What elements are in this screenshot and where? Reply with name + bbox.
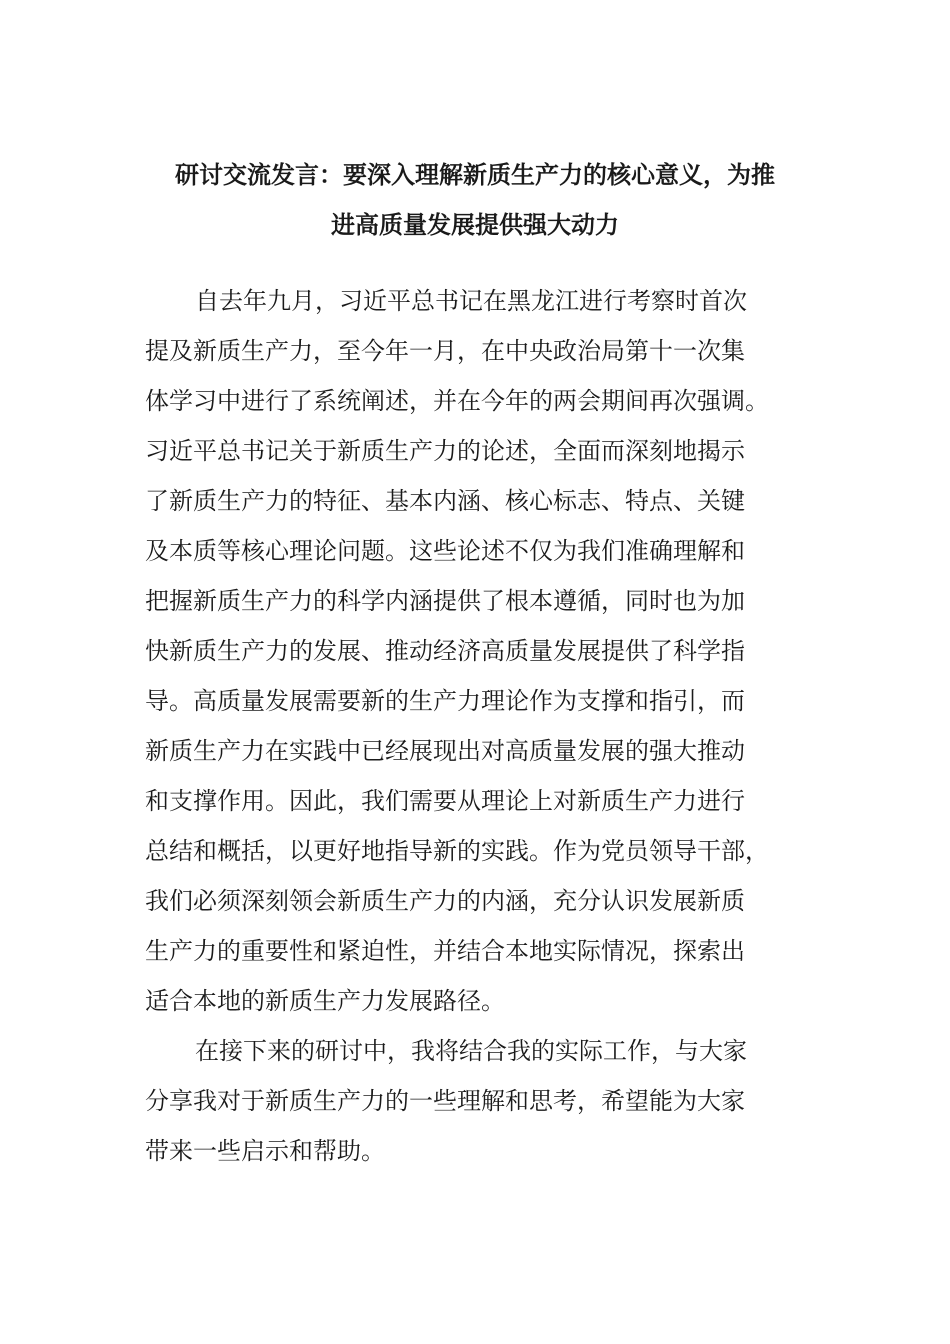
paragraph-line: 提及新质生产力，至今年一月，在中央政治局第十一次集 <box>145 337 745 365</box>
paragraph-line: 把握新质生产力的科学内涵提供了根本遵循，同时也为加 <box>145 587 745 615</box>
paragraph-line: 带来一些启示和帮助。 <box>145 1137 385 1165</box>
paragraph-line: 总结和概括，以更好地指导新的实践。作为党员领导干部， <box>145 837 769 865</box>
paragraph-line: 分享我对于新质生产力的一些理解和思考，希望能为大家 <box>145 1087 745 1115</box>
paragraph-line: 自去年九月，习近平总书记在黑龙江进行考察时首次 <box>195 287 747 315</box>
document-body <box>145 276 805 1176</box>
paragraph-line: 导。高质量发展需要新的生产力理论作为支撑和指引，而 <box>145 687 745 715</box>
paragraph-line: 适合本地的新质生产力发展路径。 <box>145 987 505 1015</box>
paragraph-line: 我们必须深刻领会新质生产力的内涵，充分认识发展新质 <box>145 887 745 915</box>
paragraph-line: 在接下来的研讨中，我将结合我的实际工作，与大家 <box>195 1037 747 1065</box>
paragraph-line: 生产力的重要性和紧迫性，并结合本地实际情况，探索出 <box>145 937 745 965</box>
paragraph-line: 了新质生产力的特征、基本内涵、核心标志、特点、关键 <box>145 487 745 515</box>
paragraph-2 <box>145 1026 805 1176</box>
paragraph-line: 习近平总书记关于新质生产力的论述，全面而深刻地揭示 <box>145 437 745 465</box>
paragraph-line: 及本质等核心理论问题。这些论述不仅为我们准确理解和 <box>145 537 745 565</box>
paragraph-line: 体学习中进行了系统阐述，并在今年的两会期间再次强调。 <box>145 387 769 415</box>
paragraph-1 <box>145 276 805 1026</box>
paragraph-line: 快新质生产力的发展、推动经济高质量发展提供了科学指 <box>145 637 745 665</box>
title-line-1: 研讨交流发言：要深入理解新质生产力的核心意义，为推 <box>175 161 775 189</box>
paragraph-line: 和支撑作用。因此，我们需要从理论上对新质生产力进行 <box>145 787 745 815</box>
title-line-2: 进高质量发展提供强大动力 <box>331 211 619 239</box>
document-title <box>145 150 805 250</box>
paragraph-line: 新质生产力在实践中已经展现出对高质量发展的强大推动 <box>145 737 745 765</box>
